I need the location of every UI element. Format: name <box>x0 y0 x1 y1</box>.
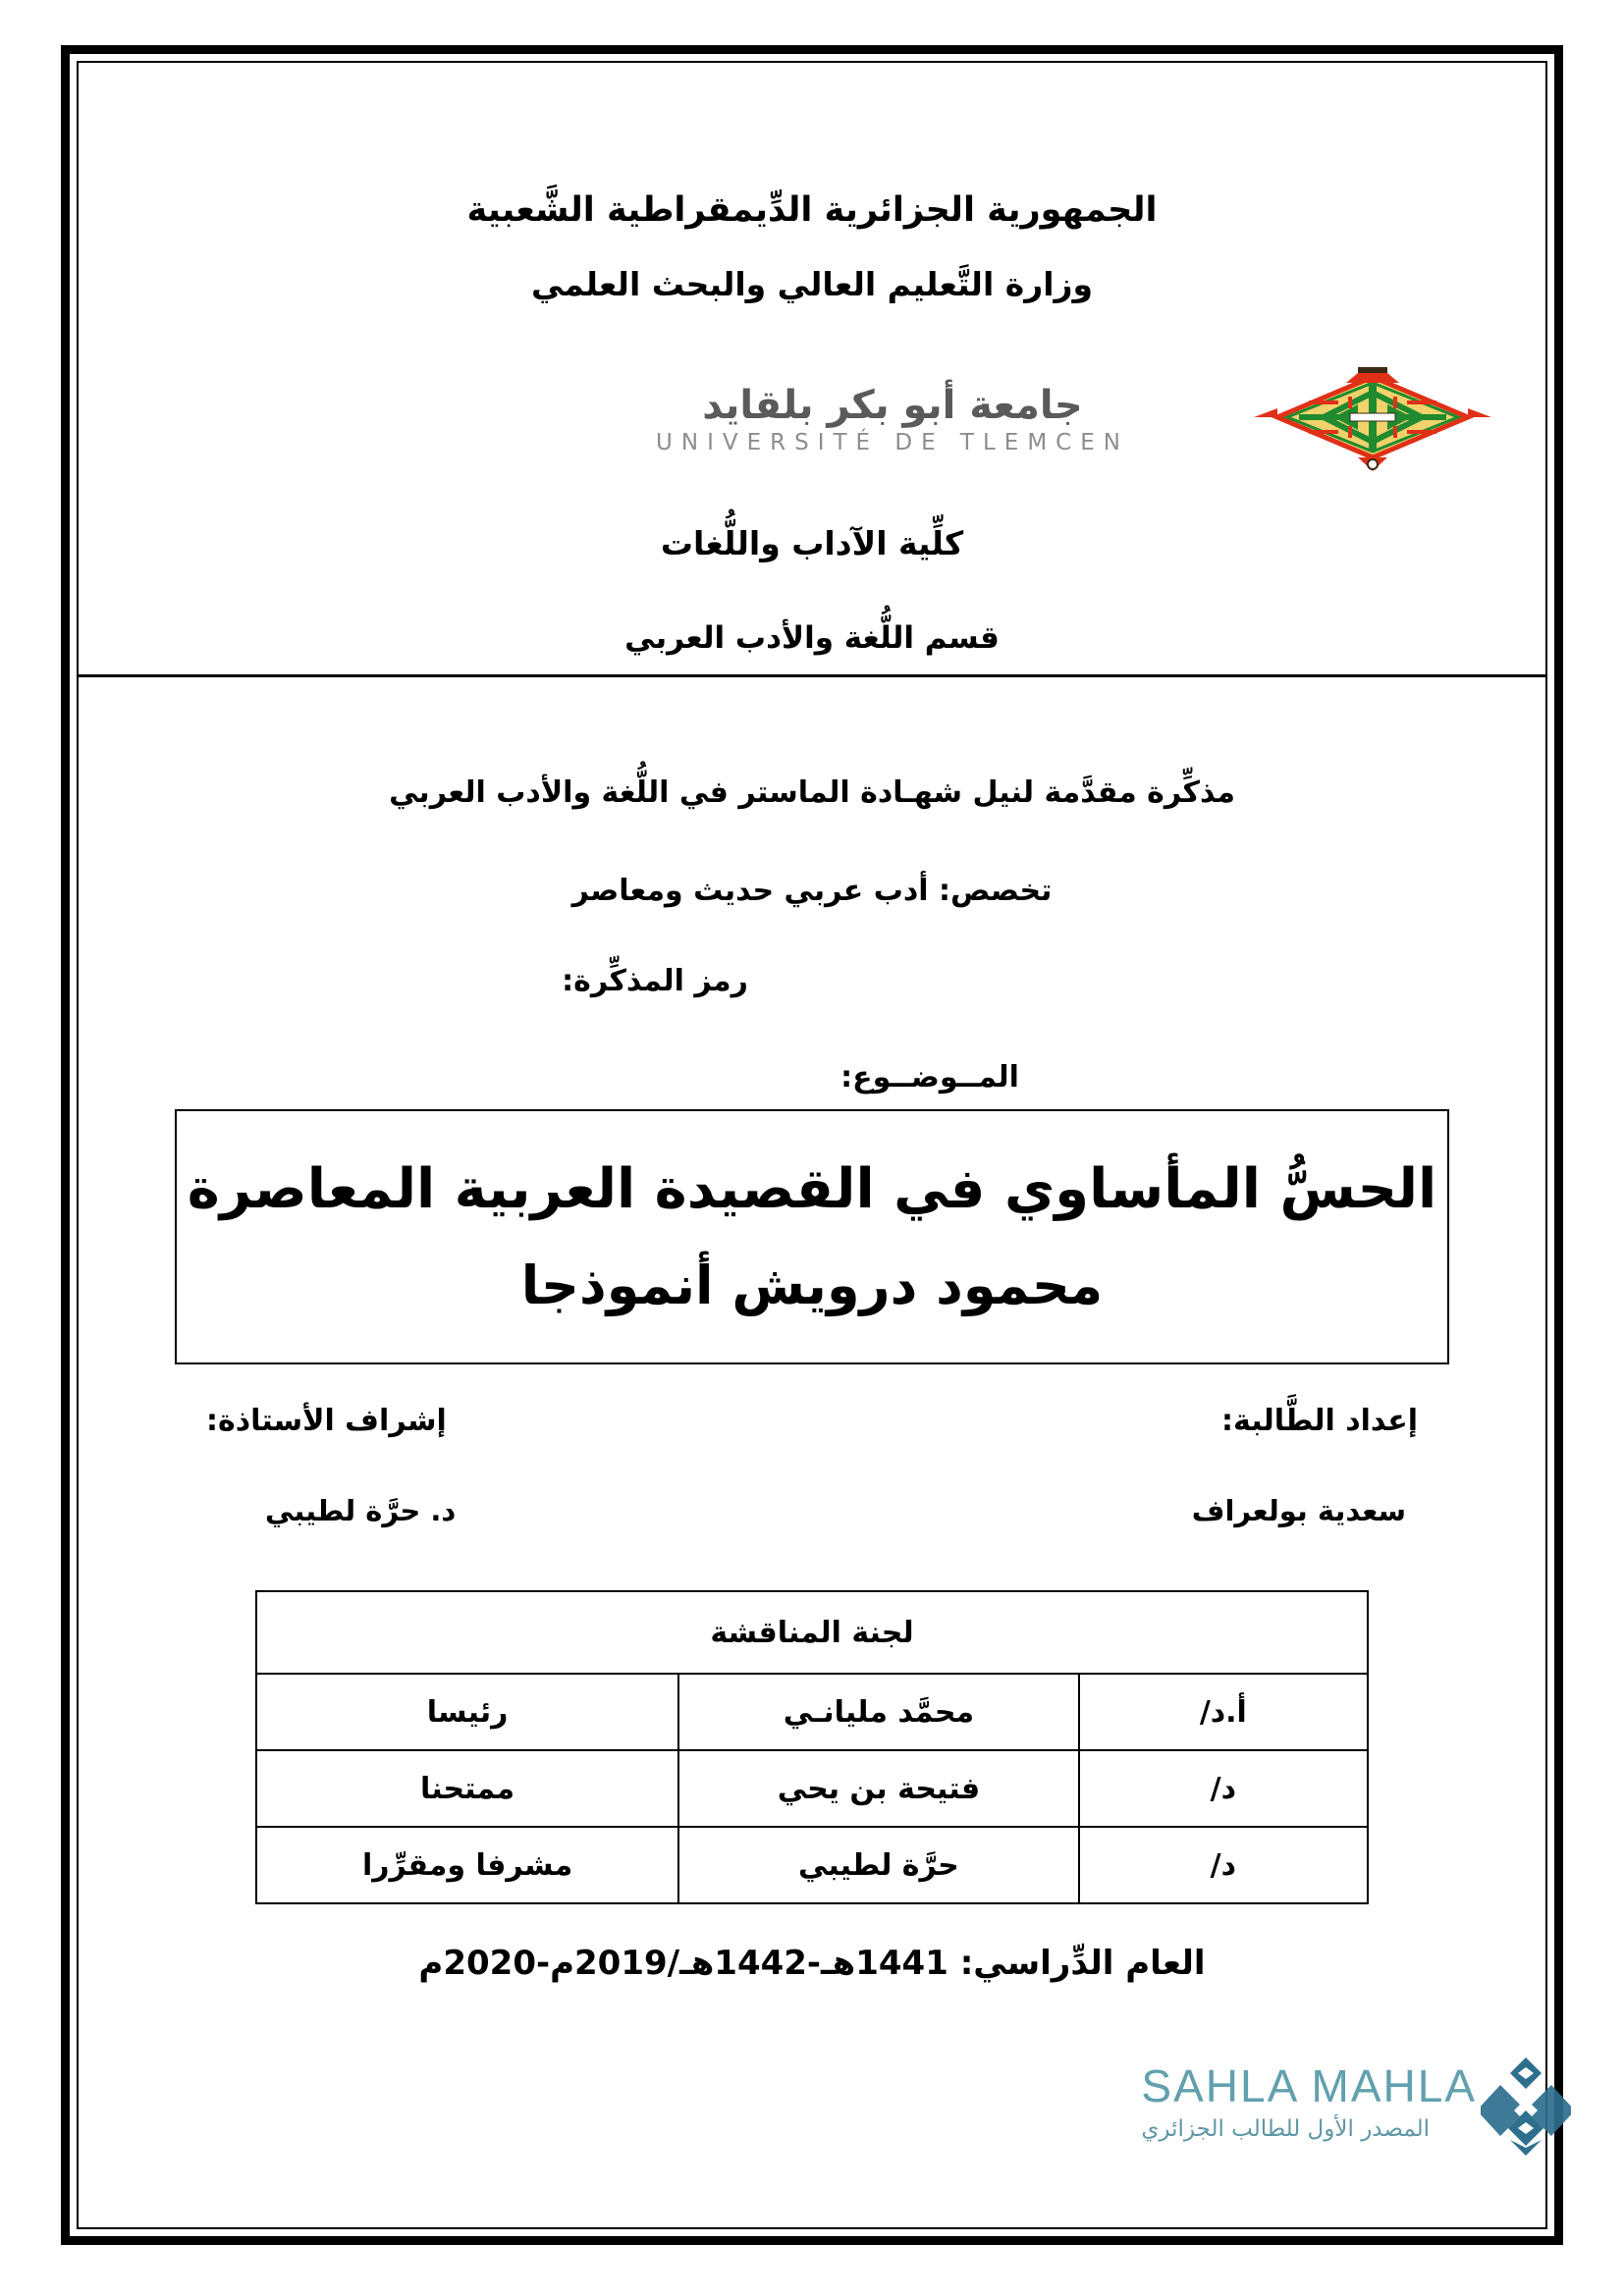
thesis-code-label <box>79 964 1545 998</box>
department-line: قسم اللُّغة والأدب العربي <box>624 620 1000 656</box>
committee-name: محمَّد مليانـي <box>678 1674 1079 1750</box>
table-row <box>256 1674 1368 1750</box>
thesis-body <box>79 677 1545 2227</box>
thesis-code-label-text: رمز المذكِّرة: <box>562 964 748 998</box>
committee-table <box>255 1590 1369 1904</box>
subject-label-text: المــوضــوع: <box>840 1060 1019 1095</box>
table-row <box>256 1750 1368 1827</box>
sahla-mahla-logo-icon <box>1481 2056 1571 2160</box>
university-name-block <box>451 385 1334 455</box>
sahla-mahla-brand: SAHLA MAHLA <box>1141 2060 1477 2111</box>
sahla-mahla-watermark <box>1041 2061 1571 2189</box>
table-row <box>256 1827 1368 1903</box>
academic-year-line: العام الدِّراسي: 1441هـ-1442هـ/2019م-2020م <box>418 1944 1206 1983</box>
thesis-title-line-1: الحسُّ المأساوي في القصيدة العربية المعاصرة <box>187 1157 1437 1221</box>
committee-rank: د/ <box>1079 1827 1368 1903</box>
committee-name: حرَّة لطيبي <box>678 1827 1079 1903</box>
committee-role: ممتحنا <box>256 1750 678 1827</box>
committee-table-body <box>256 1591 1368 1903</box>
student-label: إعداد الطَّالبة: <box>1221 1404 1418 1438</box>
sahla-mahla-text-block <box>1141 2060 1477 2142</box>
supervisor-name: د. حرَّة لطيبي <box>265 1494 457 1527</box>
university-name-french: UNIVERSITÉ DE TLEMCEN <box>656 430 1129 455</box>
ministry-line: وزارة التَّعليم العالي والبحث العلمي <box>530 265 1094 303</box>
supervisor-label: إشراف الأستاذة: <box>206 1404 447 1438</box>
sahla-mahla-tagline: المصدر الأول للطالب الجزائري <box>1141 2116 1431 2142</box>
university-row <box>79 357 1545 475</box>
committee-rank: د/ <box>1079 1750 1368 1827</box>
committee-name: فتيحة بن يحي <box>678 1750 1079 1827</box>
student-name: سعدية بولعراف <box>1191 1494 1406 1527</box>
speciality-line: تخصص: أدب عربي حديث ومعاصر <box>571 874 1053 908</box>
faculty-line: كلِّية الآداب واللُّغات <box>660 524 964 562</box>
committee-role: مشرفا ومقرِّرا <box>256 1827 678 1903</box>
committee-header-row <box>256 1591 1368 1674</box>
institutional-header <box>79 63 1545 677</box>
thesis-title-line-2: محمود درويش أنموذجا <box>520 1255 1104 1316</box>
degree-statement: مذكِّرة مقدَّمة لنيل شهـادة الماستر في اللُّغة والأدب العربي <box>389 775 1235 810</box>
people-labels-row <box>206 1404 1418 1463</box>
committee-role: رئيسا <box>256 1674 678 1750</box>
thesis-title-box <box>175 1109 1449 1364</box>
people-names-row <box>206 1494 1418 1553</box>
committee-header-cell: لجنة المناقشة <box>256 1591 1368 1674</box>
page-outer-border <box>61 45 1563 2245</box>
republic-line: الجمهورية الجزائرية الدِّيمقراطية الشَّعبية <box>466 190 1158 230</box>
subject-label <box>79 1060 1545 1095</box>
university-name-arabic: جامعة أبو بكر بلقايد <box>702 383 1083 428</box>
committee-rank: أ.د/ <box>1079 1674 1368 1750</box>
page-inner-border <box>77 61 1547 2229</box>
page-content <box>79 63 1545 2227</box>
